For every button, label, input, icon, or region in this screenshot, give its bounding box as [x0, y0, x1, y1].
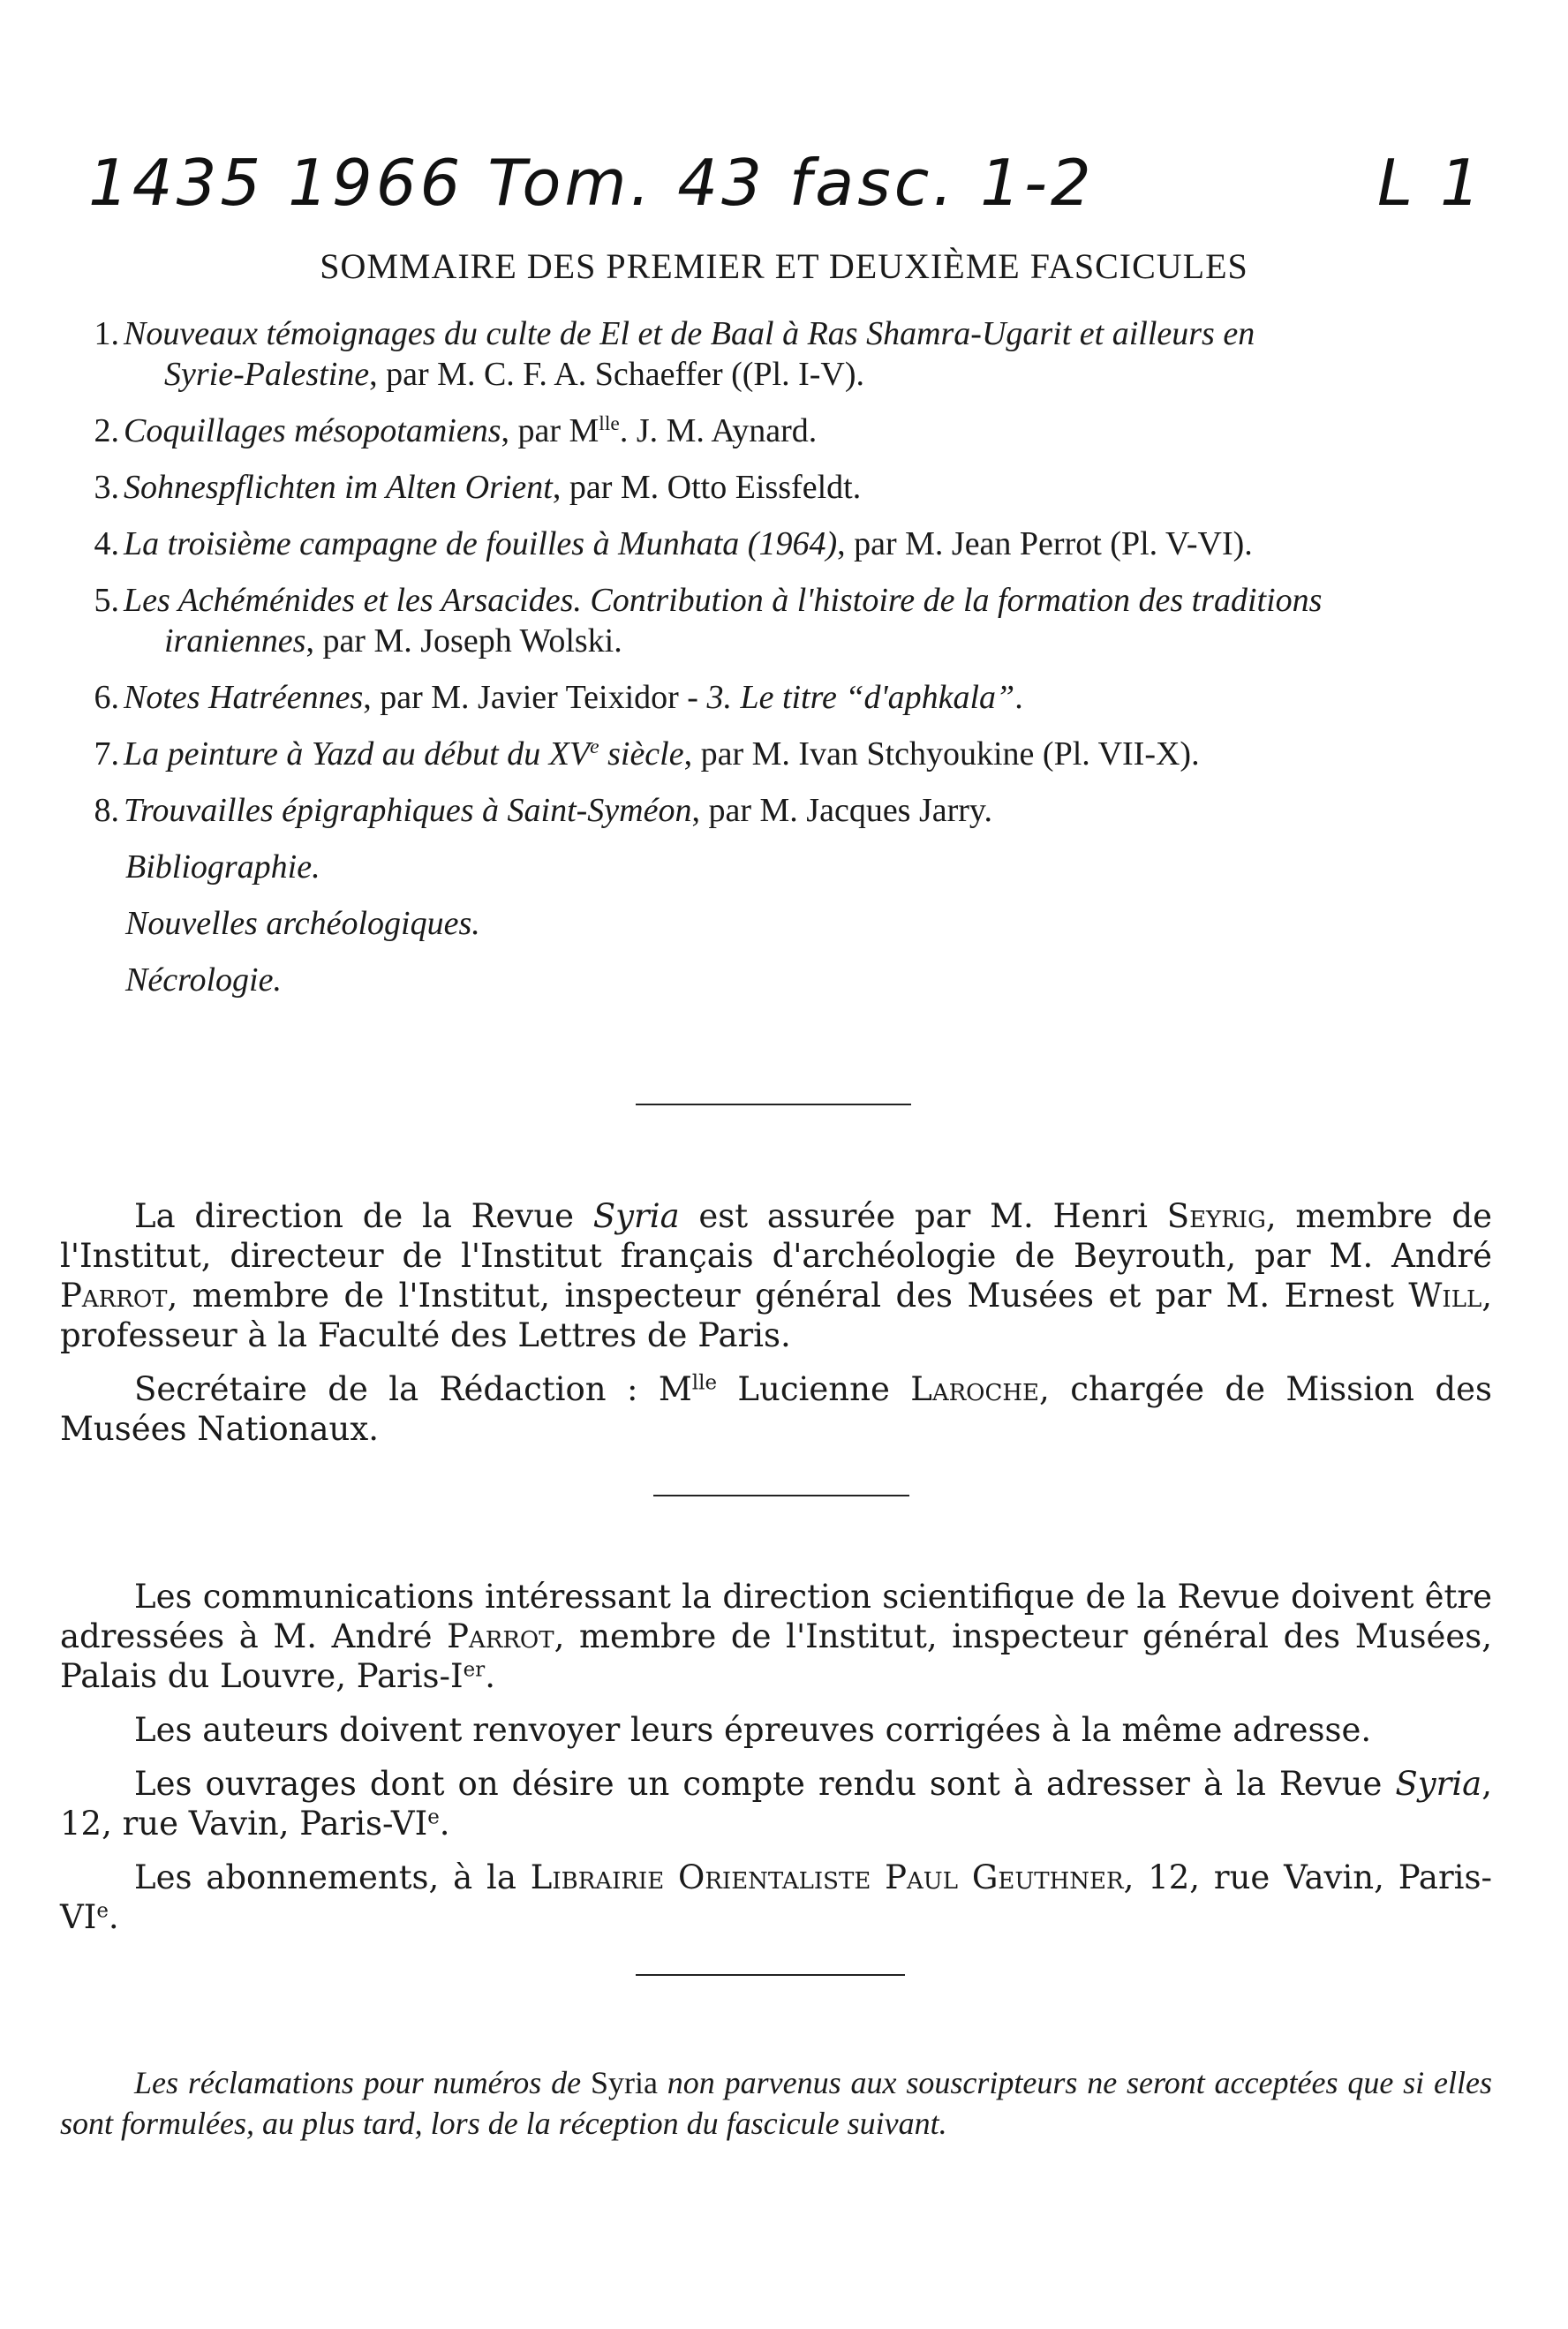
quoted-term: “d'aphkala”	[845, 679, 1015, 716]
journal-name: Syria	[1395, 1765, 1482, 1803]
table-of-contents	[71, 313, 1501, 1016]
publisher-name: Librairie Orientaliste Paul Geuthner	[530, 1858, 1124, 1896]
toc-item	[71, 677, 1501, 718]
name-seyrig: Seyrig	[1166, 1197, 1266, 1235]
toc-item	[71, 313, 1501, 395]
text: , chargée de Mission des Musées Nationaux.	[60, 1370, 1492, 1448]
toc-extra-necrologie: Nécrologie.	[125, 961, 282, 999]
article-author: , par M. Joseph Wolski.	[305, 622, 622, 660]
handwritten-annotation	[88, 146, 1501, 252]
article-title-cont: siècle	[599, 735, 684, 773]
article-author: , par M	[501, 412, 599, 449]
toc-number: 8.	[94, 792, 119, 829]
separator-rule	[636, 1104, 911, 1105]
communications-section	[60, 1577, 1492, 1951]
toc-item	[71, 467, 1501, 508]
article-title: Sohnespflichten im Alten Orient	[124, 469, 553, 506]
authors-paragraph: Les auteurs doivent renvoyer leurs épreuves corrigées à la même adresse.	[134, 1711, 1372, 1749]
text: La direction de la Revue	[134, 1197, 593, 1235]
article-title: La peinture à Yazd au début du XV	[124, 735, 591, 773]
text: .	[439, 1805, 450, 1843]
article-title: Nouveaux témoignages du culte de El et de Baal à Ras Shamra-Ugarit et ailleurs en	[124, 315, 1255, 352]
article-author: , par M. Otto Eissfeldt.	[552, 469, 862, 506]
toc-number: 3.	[94, 469, 119, 506]
superscript: e	[427, 1805, 440, 1829]
text: , professeur à la Faculté des Lettres de Paris.	[60, 1277, 1492, 1354]
toc-item	[71, 580, 1501, 661]
toc-number: 6.	[94, 679, 119, 716]
text: , 12, rue Vavin, Paris-VI	[60, 1765, 1492, 1843]
name-laroche: Laroche	[910, 1370, 1040, 1408]
text: , 12, rue Vavin, Paris-VI	[60, 1858, 1493, 1936]
journal-name: Syria	[592, 1197, 680, 1235]
article-author: , par M. Ivan Stchyoukine (Pl. VII-X).	[683, 735, 1200, 773]
direction-paragraph	[60, 1196, 1492, 1355]
article-title: Trouvailles épigraphiques à Saint-Syméon	[124, 792, 692, 829]
subscriptions-paragraph	[60, 1858, 1492, 1937]
text: Les ouvrages dont on désire un compte rendu sont à adresser à la Revue	[134, 1765, 1396, 1803]
handwritten-reference: 1435 1966 Tom. 43 fasc. 1-2	[88, 146, 1095, 220]
superscript: lle	[691, 1371, 718, 1395]
toc-item	[71, 734, 1501, 774]
article-author: , par M. Javier Teixidor -	[363, 679, 707, 716]
claims-notice	[60, 2062, 1492, 2144]
article-title: La troisième campagne de fouilles à Munhata (1964)	[124, 525, 838, 562]
text: Les communications intéressant la direction scientifique de la Revue doivent être adressées à M. André	[60, 1578, 1492, 1655]
article-title: Notes Hatréennes	[124, 679, 364, 716]
superscript: er	[463, 1658, 486, 1682]
superscript: lle	[599, 412, 620, 436]
communications-paragraph	[60, 1577, 1492, 1696]
article-title-cont: iraniennes	[164, 622, 306, 660]
text: Les réclamations pour numéros de	[134, 2065, 591, 2100]
toc-number: 5.	[94, 582, 119, 619]
reviews-paragraph	[60, 1764, 1492, 1843]
name-parrot: Parrot	[447, 1617, 554, 1655]
name-will: Will	[1408, 1277, 1482, 1315]
article-title: Coquillages mésopotamiens	[124, 412, 501, 449]
text: .	[485, 1657, 495, 1695]
article-title: Les Achéménides et les Arsacides. Contribution à l'histoire de la formation des traditions	[124, 582, 1323, 619]
text: Les abonnements, à la	[134, 1858, 531, 1896]
toc-item	[71, 411, 1501, 451]
sub-title: Le titre	[731, 679, 846, 716]
toc-extra-bibliographie: Bibliographie.	[125, 848, 320, 886]
toc-number: 7.	[94, 735, 119, 773]
separator-rule	[636, 1974, 905, 1976]
article-title-cont: Syrie-Palestine	[164, 356, 370, 393]
text: , membre de l'Institut, directeur de l'Institut français d'archéologie de Beyrouth, par M. André	[60, 1197, 1492, 1275]
page-title: SOMMAIRE DES PREMIER ET DEUXIÈME FASCICULES	[320, 246, 1248, 286]
name-parrot: Parrot	[60, 1277, 168, 1315]
secretary-paragraph	[60, 1369, 1492, 1449]
toc-extra-nouvelles: Nouvelles archéologiques.	[125, 905, 480, 942]
text: est assurée par M. Henri	[679, 1197, 1167, 1235]
toc-number: 1.	[94, 315, 119, 352]
article-author-cont: . J. M. Aynard.	[619, 412, 818, 449]
direction-section	[60, 1196, 1492, 1463]
text: .	[108, 1898, 119, 1936]
text: , membre de l'Institut, inspecteur général des Musées, Palais du Louvre, Paris-I	[60, 1617, 1492, 1695]
claims-paragraph	[60, 2062, 1492, 2144]
text: non parvenus aux souscripteurs ne seront acceptées que si elles sont formulées, au plus tard, lors de la réception du fascicule suivant.	[60, 2065, 1492, 2141]
text: , membre de l'Institut, inspecteur général des Musées et par M. Ernest	[167, 1277, 1409, 1315]
toc-number: 4.	[94, 525, 119, 562]
handwritten-code: L 1	[1377, 146, 1484, 220]
article-author: , par M. Jacques Jarry.	[691, 792, 992, 829]
superscript: e	[96, 1899, 109, 1923]
superscript: e	[590, 735, 599, 759]
article-author: , par M. C. F. A. Schaeffer ((Pl. I-V).	[369, 356, 865, 393]
toc-item	[71, 790, 1501, 831]
toc-number: 2.	[94, 412, 119, 449]
toc-item	[71, 524, 1501, 564]
end-punct: .	[1014, 679, 1023, 716]
sub-number: 3.	[706, 679, 732, 716]
separator-rule	[653, 1495, 909, 1496]
text: Secrétaire de la Rédaction : M	[134, 1370, 692, 1408]
text: Lucienne	[717, 1370, 911, 1408]
article-author: , par M. Jean Perrot (Pl. V-VI).	[837, 525, 1253, 562]
journal-name: Syria	[590, 2065, 658, 2100]
